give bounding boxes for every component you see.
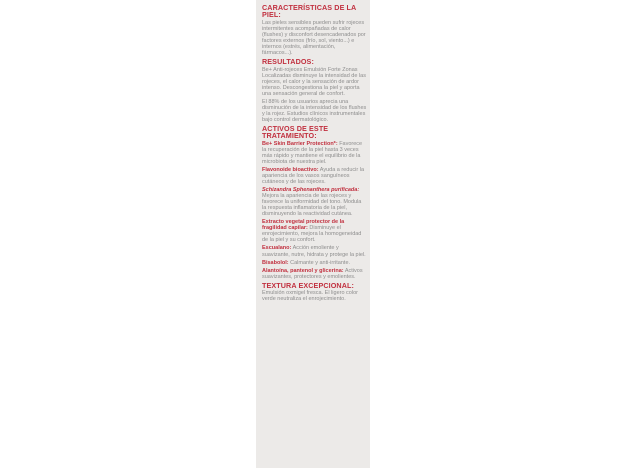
active-name: Escualano: xyxy=(262,245,292,252)
active-description: Calmante y anti-irritante. xyxy=(290,259,351,266)
section-title: TEXTURA EXCEPCIONAL: xyxy=(262,280,354,290)
actives-section xyxy=(262,125,367,280)
active-name: Bisabolol: xyxy=(262,259,289,266)
section-paragraph: El 88% de los usuarios aprecia una disminución de la intensidad de los flushes y la rojez. Estudios clínicos instrumentales bajo control dermatológico. xyxy=(262,98,367,123)
active-item xyxy=(262,245,367,257)
active-item xyxy=(262,268,367,280)
results-section xyxy=(262,58,367,123)
skin-characteristics-text: Las pieles sensibles pueden sufrir rojeces intermitentes acompañadas de calor (flushes) y disconfort desencadenados por factores externos (frío, sol, viento...) e internos (estrés, alimentación, fármacos...). xyxy=(262,19,366,57)
active-name: Schizandra Sphenanthera purificada: xyxy=(262,187,360,194)
active-name: Extracto vegetal protector de la fragilidad capilar: xyxy=(262,219,345,232)
section-paragraph xyxy=(262,20,367,56)
active-item xyxy=(262,260,367,266)
skin-characteristics-section xyxy=(262,4,367,56)
product-info-panel xyxy=(256,0,370,468)
active-description: Mejora la apariencia de las rojeces y favorece la uniformidad del tono. Modula la respuesta inflamatoria de la piel, disminuyendo la reactividad cutánea. xyxy=(262,193,362,218)
active-item xyxy=(262,141,367,165)
texture-section xyxy=(262,282,367,303)
active-item xyxy=(262,167,367,185)
section-title: RESULTADOS: xyxy=(262,57,314,67)
active-description: Acción emoliente y suavizante, nutre, hidrata y protege la piel. xyxy=(262,245,366,258)
active-name: Be+ Skin Barrier Protection*: xyxy=(262,140,338,147)
active-description: Ayuda a reducir la apariencia de los vasos sanguíneos cutáneos y de las rojeces. xyxy=(262,166,365,186)
section-title: ACTIVOS DE ESTE TRATAMIENTO: xyxy=(262,123,329,141)
section-title: CARACTERÍSTICAS DE LA PIEL: xyxy=(262,3,357,20)
active-name: Alantoína, pantenol y glicerina: xyxy=(262,267,344,274)
active-item xyxy=(262,219,367,243)
texture-description: Emulsión oxmigel fresca. El ligero color verde neutraliza el enrojecimiento. xyxy=(262,290,358,303)
active-description: Activos suavizantes, protectores y emolientes. xyxy=(262,267,363,280)
active-name: Flavonoide bioactivo: xyxy=(262,166,319,173)
active-item xyxy=(262,187,367,217)
active-description: Disminuye el enrojecimiento, mejora la homogeneidad de la piel y su confort. xyxy=(262,225,362,244)
section-paragraph: Be+ Anti-rojeces Emulsión Forte Zonas Localizadas disminuye la intensidad de las rojeces, el calor y la sensación de ardor intenso. Descongestiona la piel y aporta una sensación general de confort. xyxy=(262,66,366,97)
active-description: Favorece la recuperación de la piel hasta 3 veces más rápido y mantiene el equilibrio de la microbiota de nuestra piel. xyxy=(262,140,363,165)
